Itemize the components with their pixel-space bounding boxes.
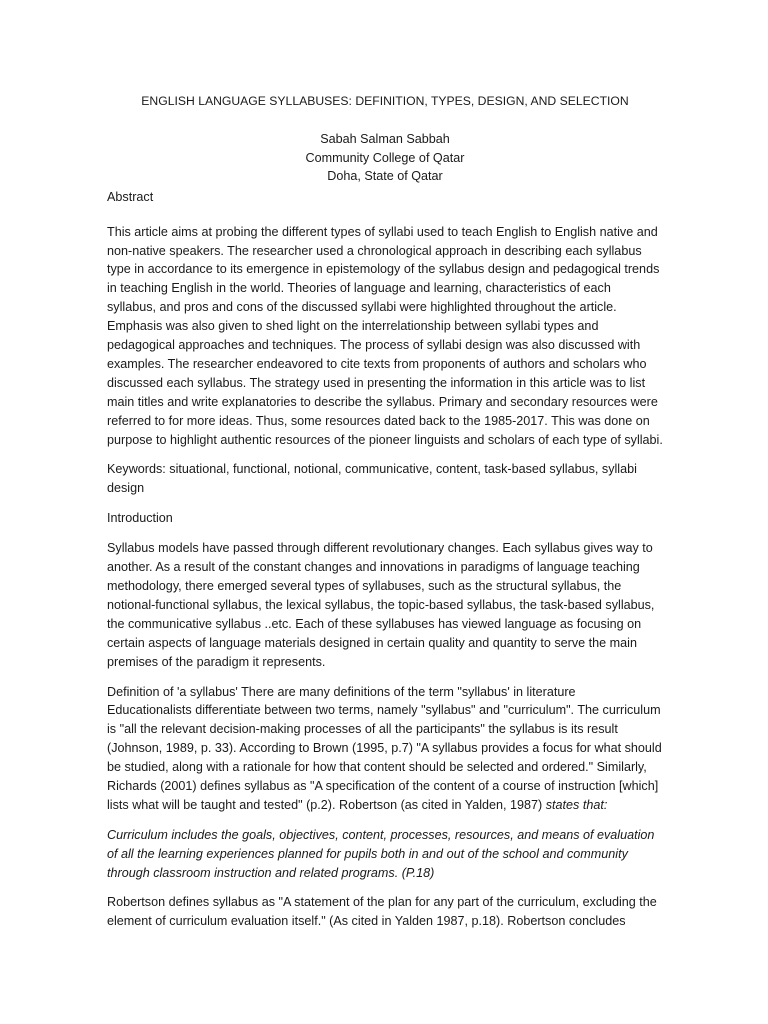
author-name: Sabah Salman Sabbah: [320, 131, 450, 146]
document-page: [107, 92, 663, 941]
intro-paragraph-1: Syllabus models have passed through different revolutionary changes. Each syllabus gives way to another. As a result of the constant changes and innovations in paradigms of language teaching methodology, there emerged several types of syllabuses, such as the structural syllabus, the notional-functional syllabus, the lexical syllabus, the topic-based syllabus, the task-based syllabus, the communicative syllabus ..etc. Each of these syllabuses has viewed language as focusing on certain aspects of language materials designed in certain quality and quantity to serve the main premises of the paradigm it represents.: [107, 541, 655, 669]
block-quote: Curriculum includes the goals, objectives, content, processes, resources, and means of evaluation of all the learning experiences planned for pupils both in and out of the school and community through classroom instruction and related programs. (P.18): [107, 827, 655, 880]
abstract-text: This article aims at probing the different types of syllabi used to teach English to English native and non-native speakers. The researcher used a chronological approach in describing each syllabus type in accordance to its emergence in epistemology of the syllabus design and pedagogical trends in teaching English in the world. Theories of language and learning, characteristics of each syllabus, and pros and cons of the discussed syllabi were highlighted throughout the article. Emphasis was also given to shed light on the interrelationship between syllabi types and pedagogical approaches and techniques. The process of syllabi design was also discussed with examples. The researcher endeavored to cite texts from proponents of authors and scholars who discussed each syllabus. The strategy used in presenting the information in this article was to list main titles and write explanatories to describe the syllabus. Primary and secondary resources were referred to for more ideas. Thus, some resources dated back to the 1985-2017. This was done on purpose to highlight authentic resources of the pioneer linguists and scholars of each type of syllabi.: [107, 224, 663, 447]
abstract-heading: Abstract: [107, 189, 154, 204]
keywords: Keywords: situational, functional, notional, communicative, content, task-based syllabus, syllabi design: [107, 462, 637, 496]
intro-paragraph-2-italic: states that:: [545, 797, 608, 812]
author-affiliation: Community College of Qatar: [305, 150, 465, 165]
final-paragraph: Robertson defines syllabus as "A statement of the plan for any part of the curriculum, excluding the element of curriculum evaluation itself." (As cited in Yalden 1987, p.18). Robertson concludes: [107, 894, 657, 928]
intro-paragraph-2: [107, 683, 663, 815]
intro-paragraph-2-main: Definition of 'a syllabus' There are many definitions of the term "syllabus' in literature Educationalists differentiate between two terms, namely "syllabus" and "curriculum". The curriculum is "all the relevant decision-making processes of all the participants" the syllabus is its result (Johnson, 1989, p. 33). According to Brown (1995, p.7) "A syllabus provides a focus for what should be studied, along with a rationale for how that content should be selected and ordered." Similarly, Richards (2001) defines syllabus as "A specification of the content of a course of instruction [which] lists what will be taught and tested" (p.2). Robertson (as cited in Yalden, 1987): [107, 684, 662, 812]
author-block: [107, 130, 663, 186]
introduction-heading: Introduction: [107, 511, 173, 526]
author-location: Doha, State of Qatar: [327, 169, 443, 184]
paper-title: ENGLISH LANGUAGE SYLLABUSES: DEFINITION, TYPES, DESIGN, AND SELECTION: [141, 94, 629, 108]
